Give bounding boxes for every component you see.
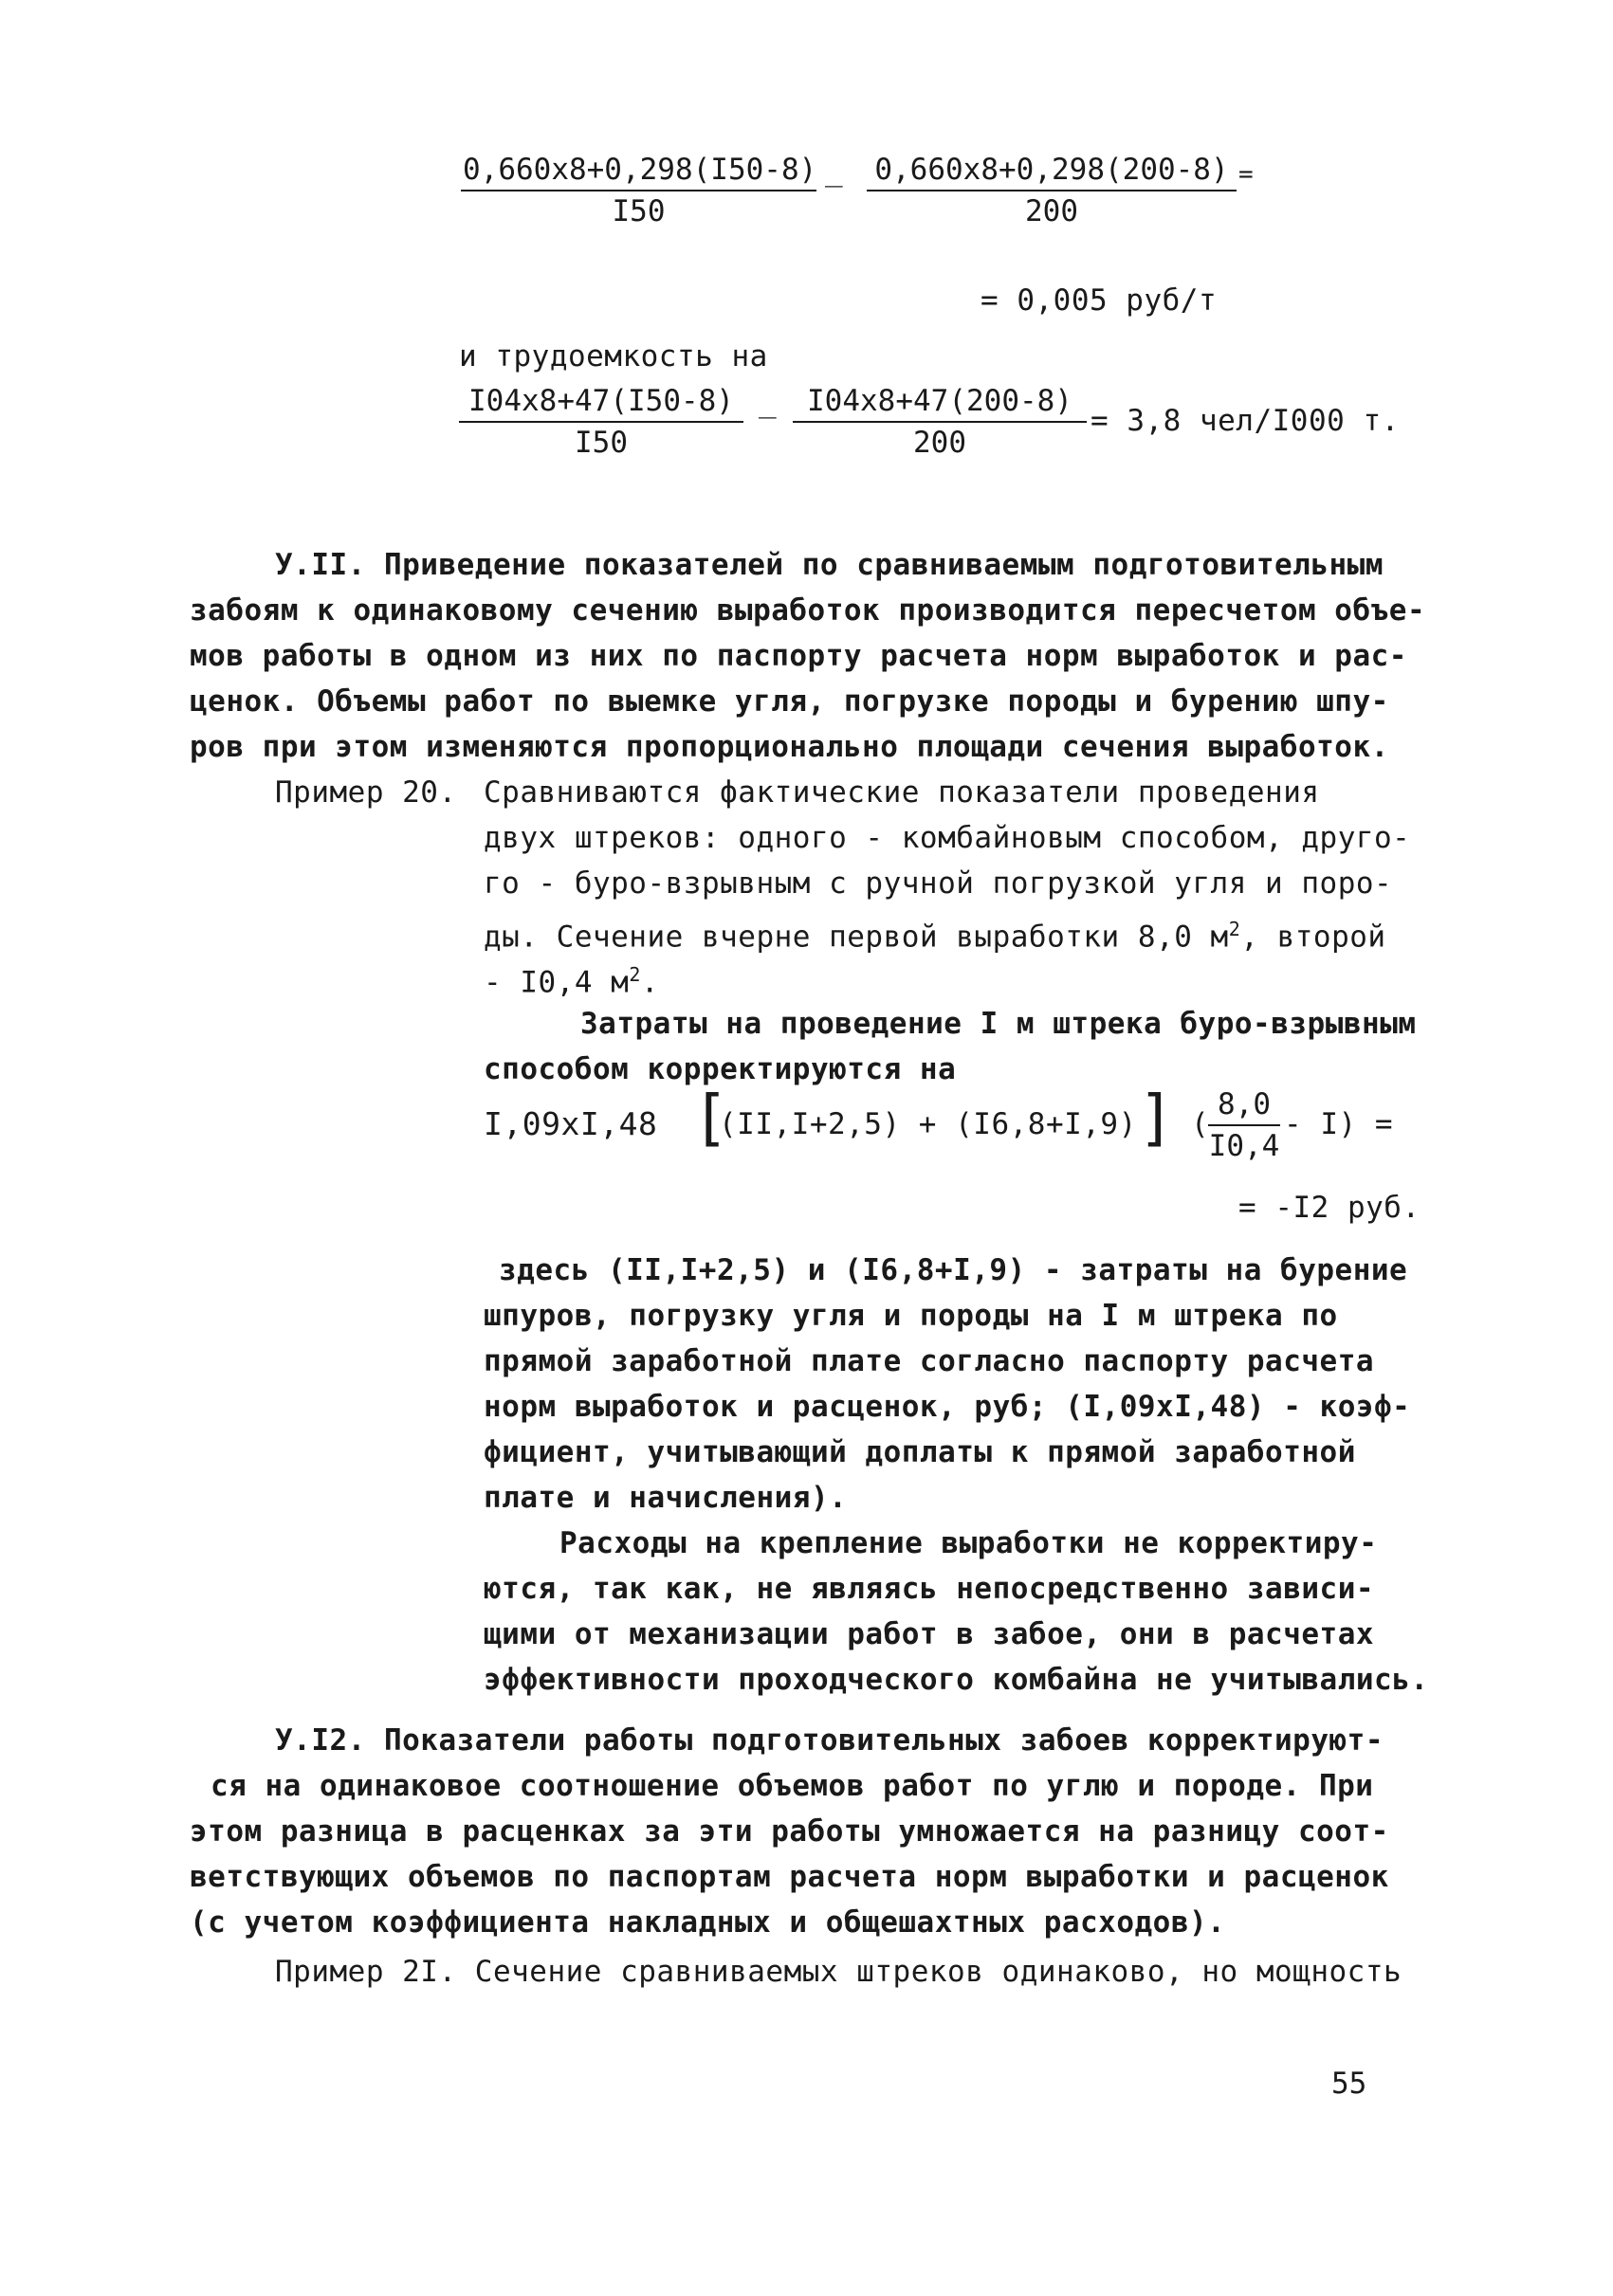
example-20-line-5-text: - I0,4 м	[484, 965, 630, 1000]
example-20-where-line-3: прямой заработной плате согласно паспорту расчета	[484, 1344, 1375, 1378]
example-20-line-4	[484, 910, 1386, 956]
formula2-numerator-a: I04x8+47(I50-8)	[459, 383, 743, 423]
example-20-ratio-den: I0,4	[1208, 1129, 1280, 1163]
formula1-equals-tail: =	[1238, 160, 1255, 189]
example-20-label: Пример 20.	[275, 775, 457, 810]
formula2-fraction-b	[793, 383, 1087, 463]
example-20-line-1: Сравниваются фактические показатели проведения	[484, 775, 1320, 810]
example-20-support-line-2: ются, так как, не являясь непосредственно зависи-	[484, 1572, 1375, 1606]
example-20-support-line-1: Расходы на крепление выработки не корректиру-	[559, 1526, 1378, 1560]
section-11-line-4: ценок. Объемы работ по выемке угля, погрузке породы и бурению шпу-	[190, 684, 1389, 719]
formula1-fraction-b	[867, 152, 1237, 231]
formula1-denominator-a: I50	[612, 194, 666, 228]
example-20-paren-open: (	[1191, 1107, 1210, 1141]
example-20-where-line-5: фициент, учитывающий доплаты к прямой заработной	[484, 1435, 1356, 1469]
formula2-denominator-a: I50	[575, 426, 628, 460]
labor-intro: и трудоемкость на	[459, 339, 768, 374]
formula1-numerator-b: 0,660x8+0,298(200-8)	[867, 152, 1237, 191]
section-12-line-5: (с учетом коэффициента накладных и общешахтных расходов).	[190, 1905, 1226, 1940]
section-12-line-4: ветствующих объемов по паспортам расчета норм выработки и расценок	[190, 1860, 1389, 1894]
example-20-support-line-4: эффективности проходческого комбайна не учитывались.	[484, 1663, 1429, 1697]
formula1-numerator-a: 0,660x8+0,298(I50-8)	[461, 152, 816, 191]
example-20-where-line-2: шпуров, погрузку угля и породы на I м штрека по	[484, 1299, 1338, 1333]
section-11-line-3: мов работы в одном из них по паспорту расчета норм выработок и рас-	[190, 639, 1407, 673]
example-20-bracket-open: [	[692, 1084, 729, 1154]
example-20-line-4-text: ды. Сечение вчерне первой выработки 8,0 м	[484, 920, 1229, 955]
example-20-formula-inside: (II,I+2,5) + (I6,8+I,9)	[719, 1107, 1137, 1141]
formula2-minus: _	[759, 385, 778, 419]
example-20-line-3: го - буро-взрывным с ручной погрузкой угля и поро-	[484, 866, 1393, 901]
formula2-numerator-b: I04x8+47(200-8)	[793, 383, 1087, 423]
example-20-formula-tail: - I) =	[1284, 1107, 1393, 1141]
section-12-line-2: ся на одинаковое соотношение объемов работ по углю и породе. При	[211, 1769, 1374, 1803]
formula1-minus: _	[825, 154, 844, 188]
example-20-formula-result: = -I2 руб.	[1238, 1191, 1421, 1225]
example-21-line: Пример 2I. Сечение сравниваемых штреков одинаково, но мощность	[275, 1955, 1402, 1989]
example-20-bracket-close: ]	[1138, 1084, 1175, 1154]
example-20-ratio-num: 8,0	[1208, 1086, 1280, 1126]
example-20-where-line-6: плате и начисления).	[484, 1481, 848, 1515]
section-11-line-2: забоям к одинаковому сечению выработок производится пересчетом объе-	[190, 593, 1426, 628]
section-11-line-5: ров при этом изменяются пропорционально площади сечения выработок.	[190, 730, 1389, 764]
example-20-ratio	[1208, 1086, 1280, 1166]
example-20-support-line-3: щими от механизации работ в забое, они в расчетах	[484, 1617, 1375, 1651]
example-20-costs-line-1: Затраты на проведение I м штрека буро-взрывным	[580, 1007, 1417, 1041]
page-number: 55	[1331, 2067, 1367, 2101]
section-12-line-3: этом разница в расценках за эти работы умножается на разницу соот-	[190, 1814, 1389, 1849]
formula1-result: = 0,005 руб/т	[981, 283, 1218, 318]
example-20-where-line-4: норм выработок и расценок, руб; (I,09xI,48) - коэф-	[484, 1390, 1411, 1424]
example-20-line-5-tail: .	[640, 965, 660, 1000]
formula2-denominator-b: 200	[913, 426, 966, 460]
example-20-formula-coef: I,09xI,48	[484, 1105, 658, 1142]
formula2-result: = 3,8 чел/I000 т.	[1091, 404, 1400, 438]
formula1-denominator-b: 200	[1025, 194, 1078, 228]
formula2-fraction-a	[459, 383, 743, 463]
example-20-line-5	[484, 956, 659, 1001]
section-11-line-1: У.II. Приведение показателей по сравниваемым подготовительным	[275, 548, 1384, 582]
example-20-sup-2: 2	[629, 963, 641, 986]
section-12-line-1: У.I2. Показатели работы подготовительных забоев корректируют-	[275, 1723, 1384, 1758]
formula1-fraction-a	[461, 152, 816, 231]
example-20-line-2: двух штреков: одного - комбайновым способом, друго-	[484, 821, 1411, 855]
example-20-where-line-1: здесь (II,I+2,5) и (I6,8+I,9) - затраты на бурение	[499, 1253, 1408, 1287]
example-20-costs-line-2: способом корректируются на	[484, 1052, 957, 1086]
example-20-sup-1: 2	[1228, 918, 1241, 940]
example-20-line-4-tail: , второй	[1240, 920, 1386, 955]
